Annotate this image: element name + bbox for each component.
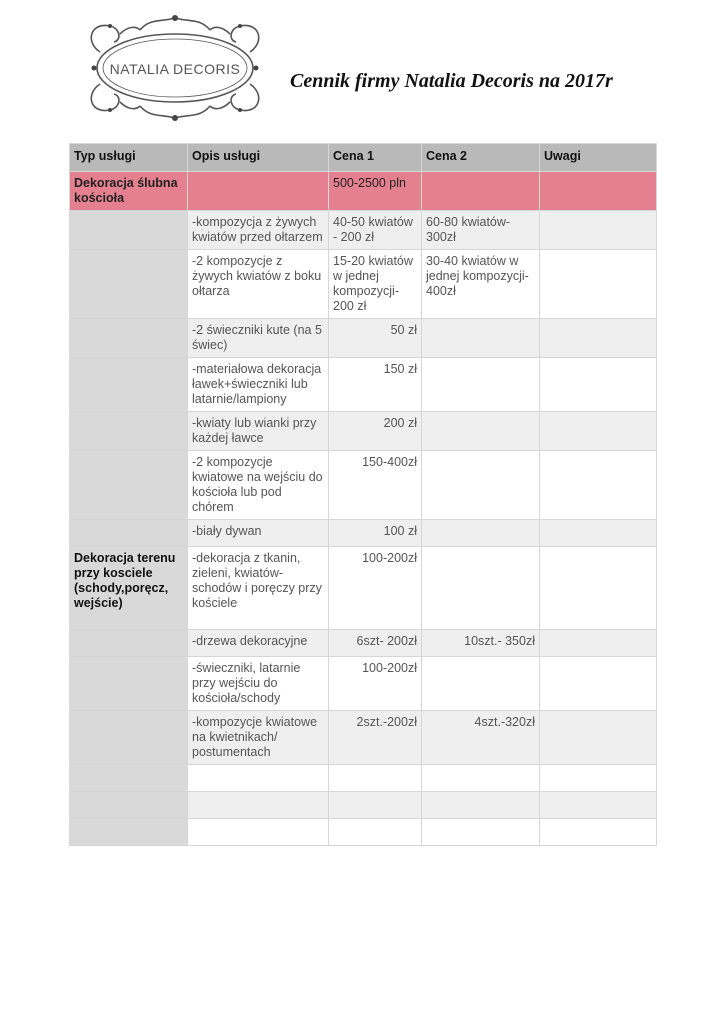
cell-cena1: 100 zł	[329, 520, 422, 547]
natalia-decoris-logo	[80, 12, 270, 124]
cell-uwagi	[540, 319, 657, 358]
cell-opis: -drzewa dekoracyjne	[188, 630, 329, 657]
table-header-row	[70, 144, 657, 172]
cell-cena1: 500-2500 pln	[329, 172, 422, 211]
header-cena1: Cena 1	[329, 144, 422, 172]
ornamental-frame-icon	[80, 12, 270, 124]
table-row	[70, 319, 657, 358]
cell-cena1	[329, 792, 422, 819]
table-row	[70, 520, 657, 547]
cell-typ: Dekoracja terenu przy kosciele (schody,poręcz, wejście)	[70, 547, 188, 630]
cell-cena2	[422, 819, 540, 846]
cell-uwagi	[540, 250, 657, 319]
cell-uwagi	[540, 520, 657, 547]
cell-typ	[70, 250, 188, 319]
cell-typ	[70, 451, 188, 520]
header-typ: Typ usługi	[70, 144, 188, 172]
cell-opis	[188, 819, 329, 846]
cell-uwagi	[540, 451, 657, 520]
cell-opis: -dekoracja z tkanin, zieleni, kwiatów-schodów i poręczy przy kościele	[188, 547, 329, 630]
cell-uwagi	[540, 711, 657, 765]
cell-typ	[70, 412, 188, 451]
cell-cena1: 100-200zł	[329, 547, 422, 630]
cell-uwagi	[540, 412, 657, 451]
table-row	[70, 211, 657, 250]
price-table	[69, 143, 657, 846]
cell-cena2: 60-80 kwiatów-300zł	[422, 211, 540, 250]
cell-typ	[70, 765, 188, 792]
cell-cena1: 150 zł	[329, 358, 422, 412]
cell-uwagi	[540, 657, 657, 711]
cell-cena2	[422, 765, 540, 792]
cell-cena2	[422, 319, 540, 358]
table-row	[70, 792, 657, 819]
table-row	[70, 451, 657, 520]
cell-opis	[188, 792, 329, 819]
cell-typ	[70, 319, 188, 358]
cell-cena2	[422, 412, 540, 451]
table-row	[70, 765, 657, 792]
cell-cena1: 150-400zł	[329, 451, 422, 520]
cell-uwagi	[540, 765, 657, 792]
logo-text: NATALIA DECORIS	[109, 61, 241, 77]
cell-typ: Dekoracja ślubna kościoła	[70, 172, 188, 211]
cell-cena2	[422, 451, 540, 520]
cell-cena1: 2szt.-200zł	[329, 711, 422, 765]
cell-cena2	[422, 657, 540, 711]
table-row	[70, 172, 657, 211]
cell-typ	[70, 819, 188, 846]
cell-typ	[70, 711, 188, 765]
cell-typ	[70, 358, 188, 412]
cell-opis: -biały dywan	[188, 520, 329, 547]
table-row	[70, 711, 657, 765]
cell-cena1: 6szt- 200zł	[329, 630, 422, 657]
cell-cena2: 30-40 kwiatów w jednej kompozycji-400zł	[422, 250, 540, 319]
cell-opis: -2 kompozycje kwiatowe na wejściu do kościoła lub pod chórem	[188, 451, 329, 520]
cell-uwagi	[540, 211, 657, 250]
header-cena2: Cena 2	[422, 144, 540, 172]
table-row	[70, 819, 657, 846]
cell-uwagi	[540, 172, 657, 211]
cell-uwagi	[540, 819, 657, 846]
cell-typ	[70, 520, 188, 547]
cell-cena1	[329, 765, 422, 792]
cell-uwagi	[540, 358, 657, 412]
table-row	[70, 412, 657, 451]
cell-opis: -materiałowa dekoracja ławek+świeczniki lub latarnie/lampiony	[188, 358, 329, 412]
cell-opis: -kompozycja z żywych kwiatów przed ołtarzem	[188, 211, 329, 250]
cell-opis: -2 świeczniki kute (na 5 świec)	[188, 319, 329, 358]
cell-cena2	[422, 792, 540, 819]
cell-opis	[188, 765, 329, 792]
table-row	[70, 250, 657, 319]
cell-typ	[70, 792, 188, 819]
cell-cena1: 40-50 kwiatów - 200 zł	[329, 211, 422, 250]
cell-cena1: 100-200zł	[329, 657, 422, 711]
cell-opis: -kompozycje kwiatowe na kwietnikach/ postumentach	[188, 711, 329, 765]
cell-opis	[188, 172, 329, 211]
cell-cena1: 200 zł	[329, 412, 422, 451]
cell-cena1: 15-20 kwiatów w jednej kompozycji-200 zł	[329, 250, 422, 319]
header-uwagi: Uwagi	[540, 144, 657, 172]
header-opis: Opis usługi	[188, 144, 329, 172]
table-row	[70, 657, 657, 711]
cell-cena2	[422, 172, 540, 211]
cell-cena2: 4szt.-320zł	[422, 711, 540, 765]
table-row	[70, 630, 657, 657]
cell-cena2	[422, 520, 540, 547]
cell-cena2	[422, 358, 540, 412]
cell-typ	[70, 211, 188, 250]
cell-uwagi	[540, 630, 657, 657]
cell-opis: -2 kompozycje z żywych kwiatów z boku ołtarza	[188, 250, 329, 319]
cell-cena2	[422, 547, 540, 630]
cell-opis: -świeczniki, latarnie przy wejściu do kościoła/schody	[188, 657, 329, 711]
cell-cena2: 10szt.- 350zł	[422, 630, 540, 657]
cell-uwagi	[540, 547, 657, 630]
table-row	[70, 547, 657, 630]
cell-opis: -kwiaty lub wianki przy każdej ławce	[188, 412, 329, 451]
cell-cena1: 50 zł	[329, 319, 422, 358]
table-row	[70, 358, 657, 412]
cell-typ	[70, 630, 188, 657]
page-title: Cennik firmy Natalia Decoris na 2017r	[290, 70, 613, 92]
cell-cena1	[329, 819, 422, 846]
cell-typ	[70, 657, 188, 711]
cell-uwagi	[540, 792, 657, 819]
